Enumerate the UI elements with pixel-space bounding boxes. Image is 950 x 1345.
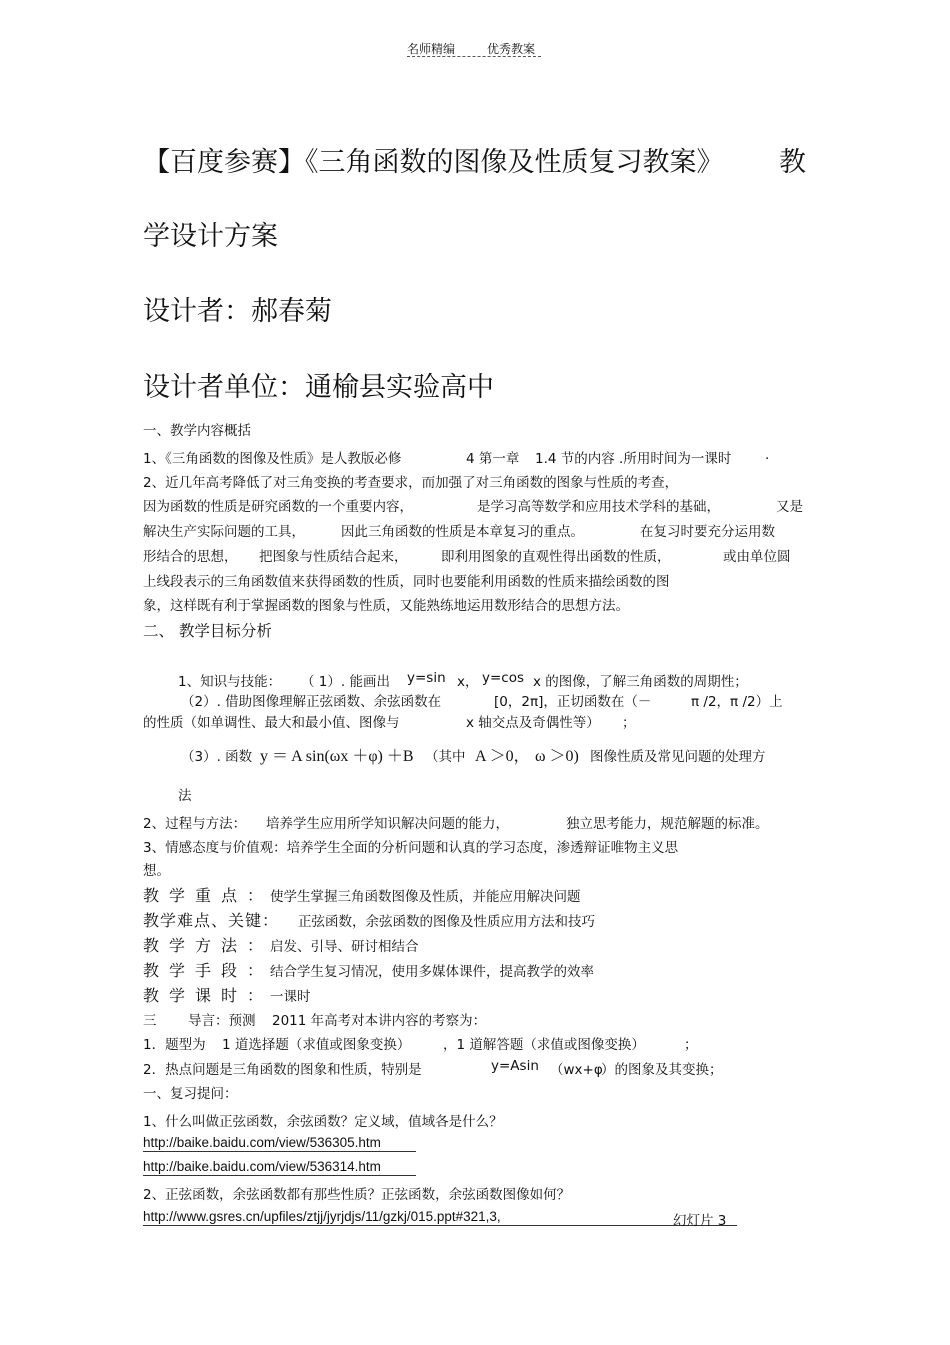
s1-p1-b: 4 第一章 (466, 451, 520, 467)
s2-k4-a: （3）. 函数 (181, 749, 253, 765)
designer: 设计者：郝春菊 (143, 296, 332, 327)
item-focus-value: 使学生掌握三角函数图像及性质，并能应用解决问题 (270, 889, 581, 905)
s2-k3-c: ； (622, 715, 636, 731)
s3-heading-c: 2011 年高考对本讲内容的考察为： (272, 1013, 487, 1029)
s2-k2-b: [0，2π]，正切函数在（－ (494, 694, 652, 710)
s1-p2-l3b: 因此三角函数的性质是本章复习的重点。 (341, 524, 584, 540)
section1-heading: 一、教学内容概括 (143, 423, 251, 439)
item-focus-label: 教学重点： (143, 886, 274, 905)
baike-link-2[interactable]: http://baike.baidu.com/view/536314.htm (143, 1159, 416, 1176)
title-line1-tail: 教 (779, 147, 806, 178)
item-hours-label: 教学课时： (143, 986, 274, 1005)
s1-p2-l4c: 即利用图象的直观性得出函数的性质， (441, 549, 671, 565)
s3-l1-b: 1 道选择题（求值或图象变换） (222, 1037, 411, 1053)
condition-omega: ω ＞0) (535, 748, 579, 765)
item-difficulty-label: 教学难点、关键： (143, 911, 280, 930)
s2-k1-a: 1、知识与技能： (178, 674, 282, 690)
s2-k1-c: y=sin (407, 670, 446, 686)
title-line1: 【百度参赛】《三角函数的图像及性质复习教案》 (143, 147, 724, 178)
s1-p2-l1: 2、近几年高考降低了对三角变换的考查要求，而加强了对三角函数的图象与性质的考查， (143, 475, 679, 491)
item-method-label: 教学方法： (143, 936, 274, 955)
s3-l1-d: ； (684, 1037, 698, 1053)
s2-k1-e: y=cos (482, 670, 525, 686)
s3-heading-b: 导言：预测 (188, 1013, 256, 1029)
s2-g3b: 想。 (143, 863, 170, 879)
s2-k2-c: π /2，π /2）上 (691, 694, 783, 710)
s2-k2-a: （2）. 借助图像理解正弦函数、余弦函数在 (181, 694, 442, 710)
section2-heading: 二、 教学目标分析 (143, 622, 272, 640)
s3-l1-a: 1．题型为 (143, 1037, 206, 1053)
header-right: 优秀教案 (487, 42, 536, 56)
s1-p2-l2a: 因为函数的性质是研究函数的一个重要内容， (143, 499, 413, 515)
s3-l2-b: y=Asin (491, 1058, 539, 1074)
s1-p2-l4d: 或由单位圆 (723, 549, 791, 565)
courseware-slide-label: 幻灯片 3 (673, 1213, 727, 1229)
condition-a: A ＞0， (475, 748, 530, 765)
question-1: 1、什么叫做正弦函数，余弦函数？定义域，值域各是什么？ (143, 1114, 503, 1130)
s1-p2-l3a: 解决生产实际问题的工具， (143, 524, 305, 540)
s1-p2-l4a: 形结合的思想， (143, 549, 238, 565)
s2-g3a: 3、情感态度与价值观：培养学生全面的分析问题和认真的学习态度，渗透辩证唯物主义思 (143, 840, 679, 856)
s1-p2-l5: 上线段表示的三角函数值来获得函数的性质，同时也要能利用函数的性质来描绘函数的图 (143, 574, 670, 590)
s3-l1-c: ，1 道解答题（求值或图像变换） (443, 1037, 645, 1053)
courseware-link[interactable] (143, 1209, 737, 1229)
s3-l2-c: （wx+φ (550, 1062, 603, 1078)
designer-unit: 设计者单位：通榆县实验高中 (143, 372, 494, 403)
s3-heading-a: 三 (143, 1013, 157, 1029)
s1-p1-a: 1、《三角函数的图像及性质》是人教版必修 (143, 451, 402, 467)
s3-l2-d: ）的图象及其变换； (601, 1062, 723, 1078)
s1-p1-c: 1.4 节的内容 .所用时间为一课时 (535, 451, 732, 467)
item-hours-value: 一课时 (270, 989, 311, 1005)
s2-g2-b: 培养学生应用所学知识解决问题的能力， (266, 816, 509, 832)
s2-k1-d: x， (457, 674, 479, 690)
s1-p2-l6: 象，这样既有利于掌握函数的图象与性质，又能熟练地运用数形结合的思想方法。 (143, 598, 629, 614)
s1-p2-l2b: 是学习高等数学和应用技术学科的基础， (477, 499, 720, 515)
formula: y ＝ A sin(ωx ＋φ) ＋B (260, 748, 414, 765)
s2-g2-a: 2、过程与方法： (143, 816, 247, 832)
s3-l2-a: 2．热点问题是三角函数的图象和性质，特别是 (143, 1062, 422, 1078)
s2-k3-b: x 轴交点及奇偶性等） (466, 715, 600, 731)
header-left: 名师精编 (407, 42, 456, 56)
s2-k4-c: 图像性质及常见问题的处理方 (590, 749, 766, 765)
courseware-link-url: http://www.gsres.cn/upfiles/ztjj/jyrjdjs/11/gzkj/015.ppt#321,3, (143, 1209, 501, 1224)
s1-p1-d: . (765, 447, 770, 463)
item-difficulty-value: 正弦函数，余弦函数的图像及性质应用方法和技巧 (298, 914, 595, 930)
s1-p2-l2c: 又是 (776, 499, 803, 515)
s2-k1-b: （ 1）. 能画出 (301, 674, 390, 690)
item-means-value: 结合学生复习情况，使用多媒体课件，提高教学的效率 (270, 964, 594, 980)
s2-k5: 法 (178, 788, 192, 804)
baike-link-1[interactable]: http://baike.baidu.com/view/536305.htm (143, 1135, 416, 1152)
item-means-label: 教学手段： (143, 961, 274, 980)
item-method-value: 启发、引导、研讨相结合 (270, 939, 419, 955)
title-line2: 学设计方案 (143, 221, 278, 252)
s1-p2-l4b: 把图象与性质结合起来， (259, 549, 408, 565)
question-2: 2、正弦函数，余弦函数都有那些性质？正弦函数，余弦函数图像如何？ (143, 1187, 571, 1203)
s2-k3-a: 的性质（如单调性、最大和最小值、图像与 (143, 715, 400, 731)
s1-p2-l3c: 在复习时要充分运用数 (640, 524, 775, 540)
s2-k1-f: x 的图像，了解三角函数的周期性； (533, 674, 748, 690)
s2-k4-b: （其中 (425, 749, 466, 765)
s2-g2-c: 独立思考能力，规范解题的标准。 (566, 816, 769, 832)
header-divider (407, 56, 541, 57)
review-heading: 一、复习提问： (143, 1086, 238, 1102)
